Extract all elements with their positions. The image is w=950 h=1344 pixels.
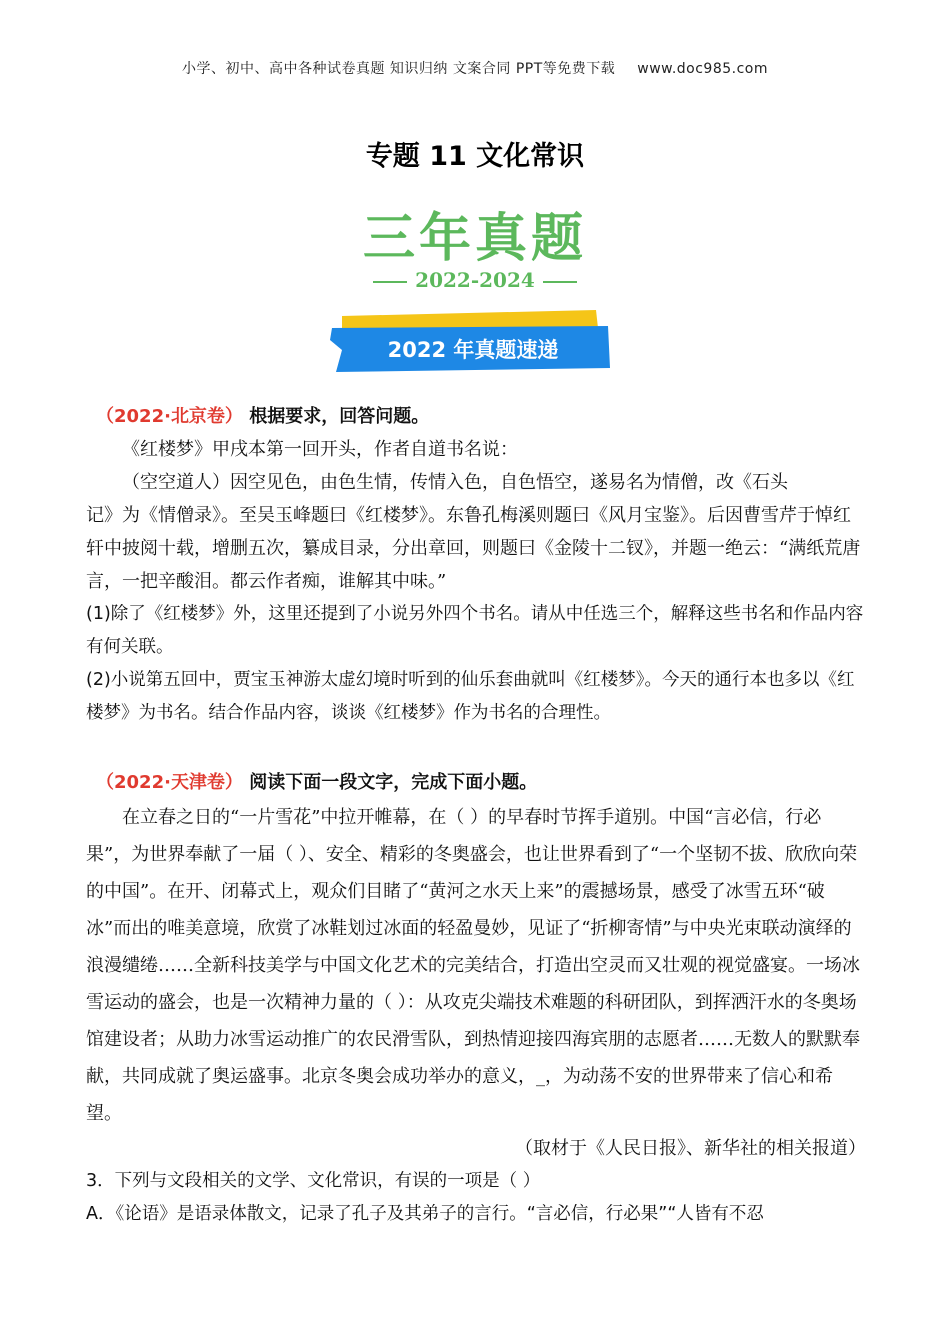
years-range bbox=[0, 268, 950, 292]
left-dash bbox=[373, 281, 407, 283]
question-2-header bbox=[96, 766, 866, 799]
q2-passage: 在立春之日的“一片雪花”中拉开帷幕，在（ ）的早春时节挥手道别。中国“言必信，行必果”，为世界奉献了一届（ ）、安全、精彩的冬奥盛会，也让世界看到了“一个坚韧不拔、欣欣向荣的中国”。在开、闭幕式上，观众们目睹了“黄河之水天上来”的震撼场景，感受了冰雪五环“破冰”而出的唯美意境，欣赏了冰鞋划过冰面的轻盈曼妙，见证了“折柳寄情”与中央光束联动演绎的浪漫缱绻……全新科技美学与中国文化艺术的完美结合，打造出空灵而又壮观的视觉盛宴。一场冰雪运动的盛会，也是一次精神力量的（ ）：从攻克尖端技术难题的科研团队，到挥洒汗水的冬奥场馆建设者；从助力冰雪运动推广的农民滑雪队，到热情迎接四海宾朋的志愿者……无数人的默默奉献，共同成就了奥运盛事。北京冬奥会成功举办的意义，_，为动荡不安的世界带来了信心和希望。 bbox=[86, 807, 860, 1124]
q2-option-a: A．《论语》是语录体散文，记录了孔子及其弟子的言行。“言必信，行必果”“人皆有不忍 bbox=[86, 1204, 764, 1224]
q1-sub1: (1)除了《红楼梦》外，这里还提到了小说另外四个书名。请从中任选三个，解释这些书名和作品内容有何关联。 bbox=[86, 604, 864, 657]
q1-quote-line1: （空空道人）因空见色，由色生情，传情入色，自色悟空，遂易名为情僧，改《石头 bbox=[122, 472, 788, 493]
q1-prompt: 根据要求，回答问题。 bbox=[249, 406, 430, 427]
right-dash bbox=[543, 281, 577, 283]
page-header bbox=[0, 58, 950, 78]
years-label: 2022-2024 bbox=[415, 268, 535, 292]
q1-intro: 《红楼梦》甲戌本第一回开头，作者自道书名说： bbox=[122, 439, 518, 460]
q1-source-open: （2022· bbox=[96, 406, 171, 427]
q1-quote-rest: 记》为《情僧录》。至吴玉峰题曰《红楼梦》。东鲁孔梅溪则题曰《风月宝鉴》。后因曹雪芹于悼红轩中披阅十载，增删五次，纂成目录，分出章回，则题曰《金陵十二钗》，并题一绝云：“满纸荒唐言，一把辛酸泪。都云作者痴，谁解其中味。” bbox=[86, 505, 861, 592]
main-content bbox=[86, 400, 866, 1231]
header-text: 小学、初中、高中各种试卷真题 知识归纳 文案合同 PPT等免费下载 bbox=[181, 61, 616, 77]
q2-source-name[interactable]: 天津卷） bbox=[170, 772, 243, 793]
question-1-header bbox=[96, 400, 866, 433]
page-title: 专题 11 文化常识 bbox=[365, 141, 585, 172]
q1-source-name[interactable]: 北京卷） bbox=[170, 406, 243, 427]
q2-credit: （取材于《人民日报》、新华社的相关报道） bbox=[515, 1138, 866, 1159]
q1-sub2: (2)小说第五回中，贾宝玉神游太虚幻境时听到的仙乐套曲就叫《红楼梦》。今天的通行本也多以《红楼梦》为书名。结合作品内容，谈谈《红楼梦》作为书名的合理性。 bbox=[86, 670, 855, 723]
q2-question: 3．下列与文段相关的文学、文化常识，有误的一项是（ ） bbox=[86, 1171, 541, 1191]
header-url[interactable]: www.doc985.com bbox=[637, 61, 769, 77]
q2-source-open: （2022· bbox=[96, 772, 171, 793]
q2-prompt: 阅读下面一段文字，完成下面小题。 bbox=[249, 772, 538, 793]
banner-label: 2022 年真题速递 bbox=[387, 338, 559, 362]
green-subtitle: 三年真题 bbox=[362, 209, 587, 269]
section-banner bbox=[328, 310, 618, 372]
